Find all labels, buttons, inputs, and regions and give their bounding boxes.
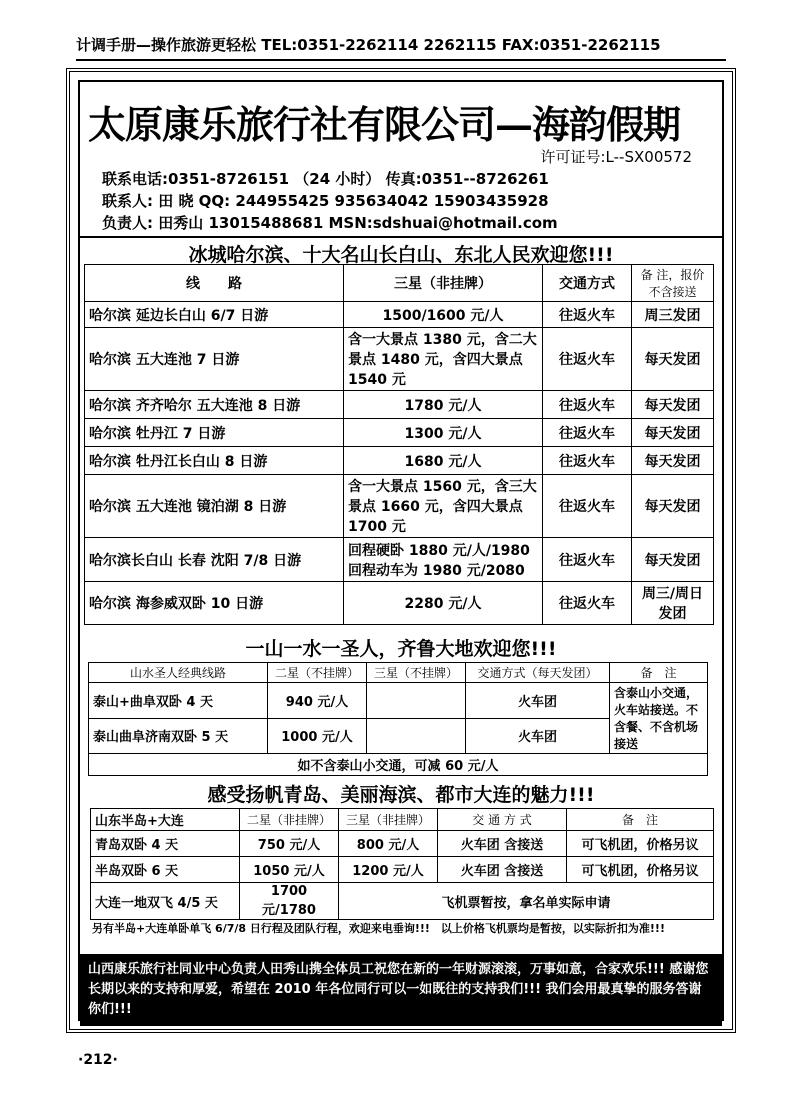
table-header-row (89, 663, 708, 683)
transport-cell: 火车团 含接送 (438, 857, 567, 883)
header-cell: 交通方式（每天发团） (466, 663, 610, 683)
price-cell: 含一大景点 1560 元，含三大景点 1660 元，含四大景点 1700 元 (344, 475, 543, 538)
route-cell: 哈尔滨 牡丹江 7 日游 (85, 419, 344, 447)
price-cell (367, 683, 466, 719)
remark-cell: 飞机票暂按，拿名单实际申请 (339, 883, 714, 920)
remark-cell: 每天发团 (632, 475, 714, 538)
table-row (89, 683, 708, 719)
price-cell: 1780 元/人 (344, 391, 543, 419)
page-number: ·212· (78, 1052, 118, 1068)
price-cell: 1050 元/人 (240, 857, 339, 883)
price-cell: 800 元/人 (339, 831, 438, 857)
header-cell: 交通方式 (543, 265, 632, 302)
route-cell: 青岛双卧 4 天 (91, 831, 240, 857)
route-cell: 泰山曲阜济南双卧 5 天 (89, 718, 268, 754)
route-cell: 泰山+曲阜双卧 4 天 (89, 683, 268, 719)
price-cell: 1000 元/人 (268, 718, 367, 754)
section2-heading: 一山一水一圣人，齐鲁大地欢迎您!!! (245, 638, 557, 660)
route-cell: 半岛双卧 6 天 (91, 857, 240, 883)
remark-cell: 可飞机团，价格另议 (567, 857, 714, 883)
table-row (91, 831, 714, 857)
transport-cell: 往返火车 (543, 419, 632, 447)
price-cell: 回程硬卧 1880 元/人/1980 回程动车为 1980 元/2080 (344, 538, 543, 582)
ad-frame (66, 68, 736, 1033)
header-cell: 二星（非挂牌） (240, 809, 339, 831)
route-cell: 哈尔滨 海参威双卧 10 日游 (85, 582, 344, 625)
price-cell: 2280 元/人 (344, 582, 543, 625)
footer-box: 山西康乐旅行社同业中心负责人田秀山携全体员工祝您在新的一年财源滚滚，万事如意，合家欢乐!!! 感谢您长期以来的支持和厚爱，希望在 2010 年各位同行可以一如既往的支持我们!!! 我们会用最真挚的服务答谢你们!!! (80, 954, 722, 1026)
table-row (91, 857, 714, 883)
price-cell: 1680 元/人 (344, 447, 543, 475)
section3-note: 另有半岛+大连单卧单飞 6/7/8 日行程及团队行程，欢迎来电垂询!!! 以上价格飞机票均是暂按，以实际折扣为准!!! (92, 922, 665, 935)
table-row (85, 538, 714, 582)
transport-cell: 往返火车 (543, 582, 632, 625)
transport-cell: 往返火车 (543, 328, 632, 391)
header-cell: 二星（不挂牌） (268, 663, 367, 683)
section2-table (88, 662, 708, 776)
footnote-cell: 如不含泰山小交通，可减 60 元/人 (89, 754, 708, 776)
page-header: 计调手册—操作旅游更轻松 TEL:0351-2262114 2262115 FAX:0351-2262115 (76, 34, 726, 61)
remark-cell: 每天发团 (632, 419, 714, 447)
table-row (85, 582, 714, 625)
ad-inner (78, 80, 724, 1021)
header-cell: 交 通 方 式 (438, 809, 567, 831)
remark-cell: 每天发团 (632, 391, 714, 419)
transport-cell: 往返火车 (543, 391, 632, 419)
route-cell: 哈尔滨长白山 长春 沈阳 7/8 日游 (85, 538, 344, 582)
table-header-row (91, 809, 714, 831)
table-header-row (85, 265, 714, 302)
remark-cell: 周三发团 (632, 302, 714, 328)
contact-manager: 负责人: 田秀山 13015488681 MSN:sdshuai@hotmail.com (102, 214, 558, 232)
remark-cell: 含泰山小交通，火车站接送。不含餐、不含机场接送 (610, 683, 708, 754)
transport-cell: 往返火车 (543, 538, 632, 582)
contact-person: 联系人: 田 晓 QQ: 244955425 935634042 15903435928 (102, 192, 549, 210)
remark-cell: 每天发团 (632, 538, 714, 582)
route-cell: 哈尔滨 齐齐哈尔 五大连池 8 日游 (85, 391, 344, 419)
route-cell: 大连一地双飞 4/5 天 (91, 883, 240, 920)
section1-table (84, 264, 714, 625)
route-cell: 哈尔滨 五大连池 7 日游 (85, 328, 344, 391)
section1-heading: 冰城哈尔滨、十大名山长白山、东北人民欢迎您!!! (80, 236, 722, 267)
transport-cell: 火车团 (466, 683, 610, 719)
transport-cell: 往返火车 (543, 447, 632, 475)
header-cell: 山水圣人经典线路 (89, 663, 268, 683)
header-cell: 备 注 (567, 809, 714, 831)
header-cell: 三星（不挂牌） (367, 663, 466, 683)
company-title: 太原康乐旅行社有限公司—海韵假期 (88, 102, 681, 147)
header-cell: 山东半岛+大连 (91, 809, 240, 831)
price-cell: 含一大景点 1380 元，含二大景点 1480 元，含四大景点 1540 元 (344, 328, 543, 391)
table-row (85, 302, 714, 328)
header-cell: 三星（非挂牌） (339, 809, 438, 831)
price-cell (367, 718, 466, 754)
price-cell: 1300 元/人 (344, 419, 543, 447)
contact-phone: 联系电话:0351-8726151 （24 小时） 传真:0351--8726261 (102, 170, 549, 188)
transport-cell: 火车团 含接送 (438, 831, 567, 857)
remark-cell: 可飞机团，价格另议 (567, 831, 714, 857)
price-cell: 1700 元/1780 (240, 883, 339, 920)
transport-cell: 火车团 (466, 718, 610, 754)
table-row (85, 447, 714, 475)
section3-heading: 感受扬帆青岛、美丽海滨、都市大连的魅力!!! (207, 784, 595, 806)
table-row (85, 419, 714, 447)
price-cell: 1500/1600 元/人 (344, 302, 543, 328)
license-number: 许可证号:L--SX00572 (540, 148, 692, 166)
price-cell: 750 元/人 (240, 831, 339, 857)
table-row (89, 754, 708, 776)
table-row (85, 475, 714, 538)
table-row (85, 391, 714, 419)
route-cell: 哈尔滨 延边长白山 6/7 日游 (85, 302, 344, 328)
header-cell: 备 注 (610, 663, 708, 683)
remark-cell: 周三/周日发团 (632, 582, 714, 625)
price-cell: 940 元/人 (268, 683, 367, 719)
route-cell: 哈尔滨 牡丹江长白山 8 日游 (85, 447, 344, 475)
remark-cell: 每天发团 (632, 447, 714, 475)
section3-table (90, 808, 714, 920)
transport-cell: 往返火车 (543, 475, 632, 538)
remark-cell: 每天发团 (632, 328, 714, 391)
table-row (91, 883, 714, 920)
header-cell: 线 路 (85, 265, 344, 302)
price-cell: 1200 元/人 (339, 857, 438, 883)
transport-cell: 往返火车 (543, 302, 632, 328)
header-cell: 三星（非挂牌） (344, 265, 543, 302)
header-cell: 备 注，报价不含接送 (632, 265, 714, 302)
route-cell: 哈尔滨 五大连池 镜泊湖 8 日游 (85, 475, 344, 538)
table-row (85, 328, 714, 391)
